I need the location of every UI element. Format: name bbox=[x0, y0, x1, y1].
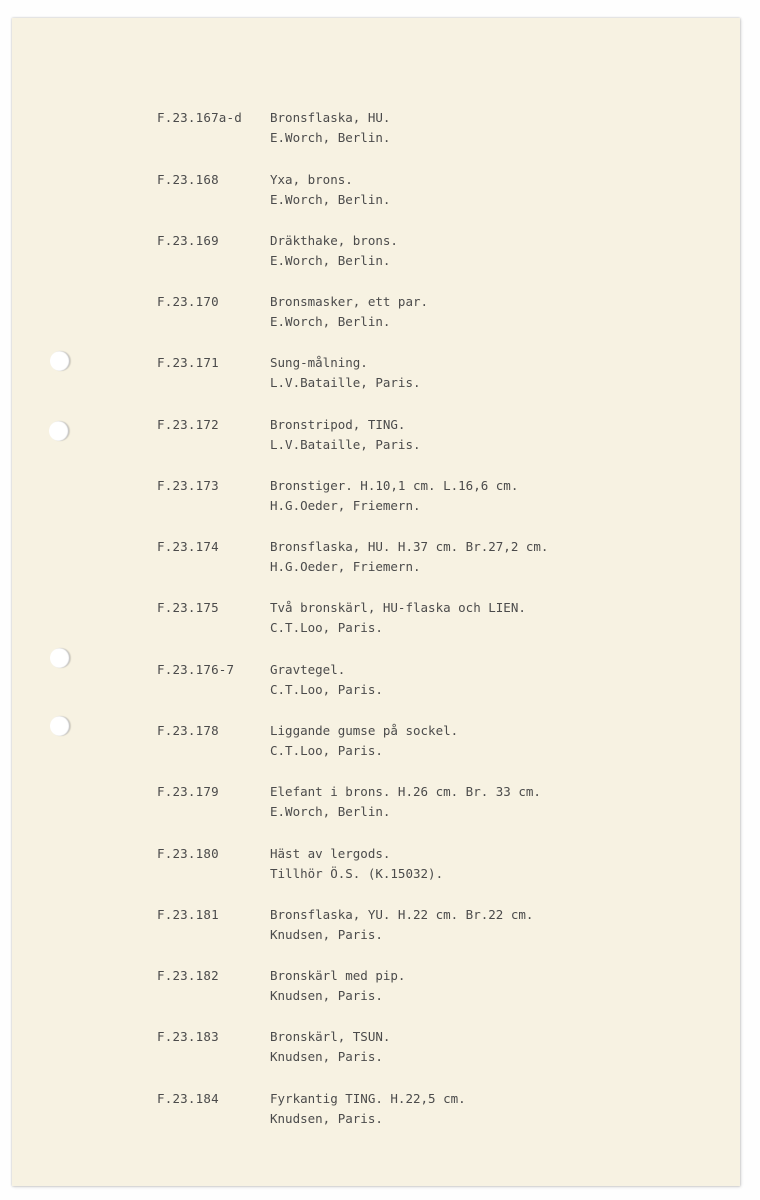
catalog-number: F.23.176-7 bbox=[157, 662, 235, 677]
object-description: Bronsflaska, HU. H.37 cm. Br.27,2 cm. bbox=[270, 539, 549, 554]
object-description: Bronsflaska, YU. H.22 cm. Br.22 cm. bbox=[270, 907, 534, 922]
object-description: Häst av lergods. bbox=[270, 846, 391, 861]
catalog-number: F.23.172 bbox=[157, 417, 219, 432]
object-source: H.G.Oeder, Friemern. bbox=[270, 559, 421, 574]
catalog-entry bbox=[157, 231, 677, 275]
catalog-entry bbox=[157, 721, 677, 765]
object-source: C.T.Loo, Paris. bbox=[270, 682, 383, 697]
object-description: Bronskärl med pip. bbox=[270, 968, 406, 983]
object-source: C.T.Loo, Paris. bbox=[270, 620, 383, 635]
catalog-number: F.23.169 bbox=[157, 233, 219, 248]
catalog-entry bbox=[157, 170, 677, 214]
catalog-entry bbox=[157, 844, 677, 888]
catalog-entry bbox=[157, 292, 677, 336]
object-source: Knudsen, Paris. bbox=[270, 988, 383, 1003]
paper-sheet bbox=[12, 18, 740, 1186]
catalog-entry bbox=[157, 966, 677, 1010]
catalog-entry bbox=[157, 1027, 677, 1071]
catalog-number: F.23.178 bbox=[157, 723, 219, 738]
object-description: Yxa, brons. bbox=[270, 172, 353, 187]
object-description: Fyrkantig TING. H.22,5 cm. bbox=[270, 1091, 466, 1106]
catalog-entry bbox=[157, 108, 677, 152]
catalog-entry bbox=[157, 782, 677, 826]
object-source: E.Worch, Berlin. bbox=[270, 314, 391, 329]
catalog-entry bbox=[157, 905, 677, 949]
catalog-list bbox=[12, 18, 740, 1186]
object-description: Liggande gumse på sockel. bbox=[270, 723, 459, 738]
catalog-entry bbox=[157, 476, 677, 520]
object-source: L.V.Bataille, Paris. bbox=[270, 437, 421, 452]
object-description: Gravtegel. bbox=[270, 662, 346, 677]
catalog-number: F.23.182 bbox=[157, 968, 219, 983]
catalog-entry bbox=[157, 537, 677, 581]
object-description: Bronsflaska, HU. bbox=[270, 110, 391, 125]
catalog-number: F.23.183 bbox=[157, 1029, 219, 1044]
catalog-number: F.23.174 bbox=[157, 539, 219, 554]
object-source: Knudsen, Paris. bbox=[270, 1049, 383, 1064]
object-source: E.Worch, Berlin. bbox=[270, 192, 391, 207]
object-source: C.T.Loo, Paris. bbox=[270, 743, 383, 758]
catalog-number: F.23.173 bbox=[157, 478, 219, 493]
catalog-number: F.23.180 bbox=[157, 846, 219, 861]
object-description: Bronsmasker, ett par. bbox=[270, 294, 429, 309]
catalog-number: F.23.168 bbox=[157, 172, 219, 187]
object-description: Elefant i brons. H.26 cm. Br. 33 cm. bbox=[270, 784, 541, 799]
object-source: E.Worch, Berlin. bbox=[270, 804, 391, 819]
object-source: E.Worch, Berlin. bbox=[270, 253, 391, 268]
object-source: H.G.Oeder, Friemern. bbox=[270, 498, 421, 513]
catalog-number: F.23.175 bbox=[157, 600, 219, 615]
object-description: Dräkthake, brons. bbox=[270, 233, 398, 248]
catalog-number: F.23.184 bbox=[157, 1091, 219, 1106]
catalog-entry bbox=[157, 353, 677, 397]
object-source: Knudsen, Paris. bbox=[270, 1111, 383, 1126]
object-source: Tillhör Ö.S. (K.15032). bbox=[270, 866, 444, 881]
catalog-entry bbox=[157, 1089, 677, 1133]
object-description: Sung-målning. bbox=[270, 355, 368, 370]
catalog-number: F.23.171 bbox=[157, 355, 219, 370]
object-description: Bronstripod, TING. bbox=[270, 417, 406, 432]
catalog-number: F.23.181 bbox=[157, 907, 219, 922]
object-description: Två bronskärl, HU-flaska och LIEN. bbox=[270, 600, 526, 615]
object-description: Bronstiger. H.10,1 cm. L.16,6 cm. bbox=[270, 478, 519, 493]
object-source: E.Worch, Berlin. bbox=[270, 130, 391, 145]
catalog-number: F.23.167a-d bbox=[157, 110, 242, 125]
catalog-number: F.23.179 bbox=[157, 784, 219, 799]
object-source: Knudsen, Paris. bbox=[270, 927, 383, 942]
catalog-entry bbox=[157, 660, 677, 704]
object-description: Bronskärl, TSUN. bbox=[270, 1029, 391, 1044]
object-source: L.V.Bataille, Paris. bbox=[270, 375, 421, 390]
catalog-entry bbox=[157, 415, 677, 459]
catalog-number: F.23.170 bbox=[157, 294, 219, 309]
catalog-entry bbox=[157, 598, 677, 642]
